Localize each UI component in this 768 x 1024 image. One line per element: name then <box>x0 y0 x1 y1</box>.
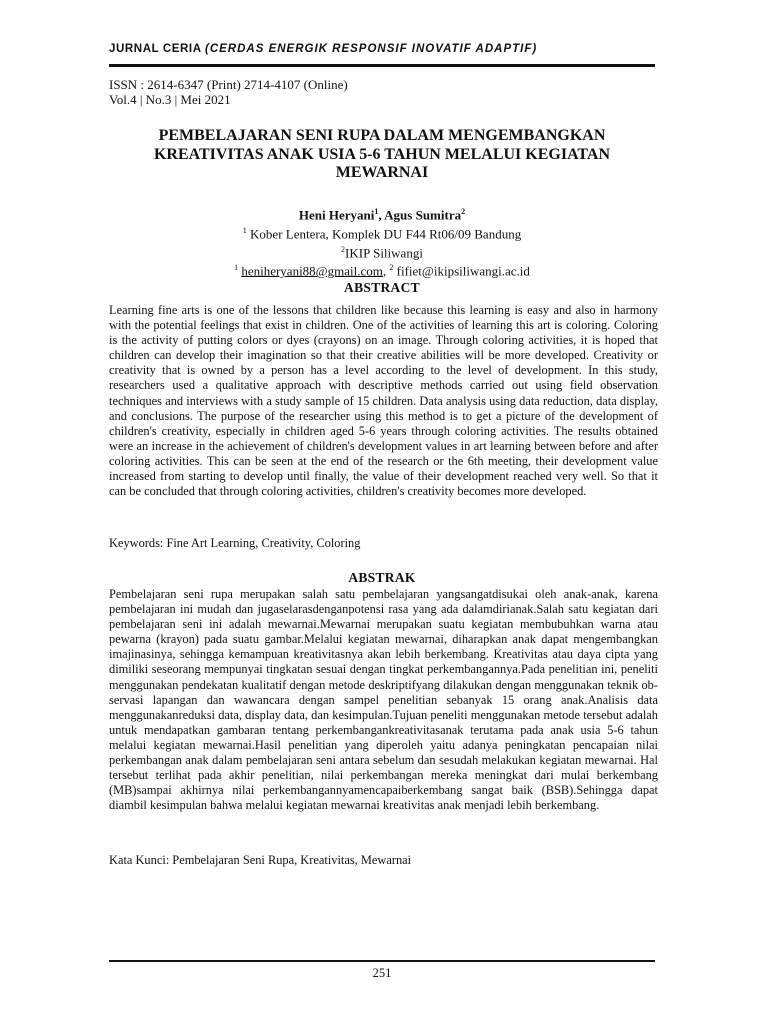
abstrak-heading: ABSTRAK <box>348 570 416 585</box>
author-2-sup: 2 <box>461 207 466 216</box>
email-line <box>109 260 655 278</box>
journal-header <box>109 43 537 55</box>
paper-title: PEMBELAJARAN SENI RUPA DALAM MENGEMBANGKAN KREATIVITAS ANAK USIA 5-6 TAHUN MELALUI KEGIATAN MEWARNAI <box>153 127 611 181</box>
abstract-text: Learning fine arts is one of the lessons that children like because this learning is easy and also in harmony with the potential feelings that exist in children. One of the activities of learning this art is coloring. Coloring is the activity of putting colors or dyes (crayons) on an image. Through coloring activities, it is hoped that children can develop their imagination so that their creative abilities will be more developed. Creativity or creativity that is owned by a person has a level according to the level of development. In this study, researchers used a qualitative approach with descriptive methods carried out using field observation techniques and interviews with a study sample of 15 children. Data analysis using data reduction, data display, and conclusions. The purpose of the researcher using this method is to get a picture of the development of children's creativity, especially in children aged 5-6 years through coloring activities. The results obtained were an increase in the achievement of children's development values in art learning between before and after coloring activities. This can be seen at the end of the research or the 6th meeting, their development value increased from starting to develop until finally, the value of their development reached very well. So that it can be concluded that through coloring activities, children's creativity becomes more developed. <box>109 303 658 499</box>
author-1: Heni Heryani <box>298 207 375 223</box>
email-2-sup: 2 <box>389 262 394 272</box>
abstract-heading: ABSTRACT <box>344 280 420 295</box>
abstrak-keywords: Kata Kunci: Pembelajaran Seni Rupa, Kreativitas, Mewarnai <box>109 853 412 867</box>
page-number: 251 <box>372 966 392 980</box>
author-block <box>109 204 655 278</box>
journal-name: JURNAL CERIA <box>109 43 202 55</box>
header-rule <box>109 64 655 67</box>
email-separator: , <box>382 263 390 279</box>
affiliation-1-sup: 1 <box>242 226 247 236</box>
footer-rule <box>109 960 655 962</box>
abstrak-text: Pembelajaran seni rupa merupakan salah satu pembelajaran yangsangatdisukai oleh anak-anak, karena pembelajaran ini mudah dan jugaselarasdenganpotensi rasa yang ada dalamdirianak.Salah satu kegiatan dari pembelajaran seni ini adalah mewarnai.Mewarnai merupakan suatu kegiatan membubuhkan warna atau pewarna (krayon) pada suatu gambar.Melalui kegiatan mewarnai, diharapkan anak dapat mengembangkan imajinasinya, sehingga kemampuan kreativitasnya akan lebih berkembang. Kreativitas atau daya cipta yang dimiliki seseorang mempunyai tingkatan sesuai dengan tingkat perkembangannya.Pada penelitian ini, peneliti menggunakan pendekatan kualitatif dengan metode deskriptifyang dilakukan dengan menggunakan teknik observasi lapangan dan wawancara dengan sampel penelitian sebanyak 15 orang anak.Analisis data menggunakanreduksi data, display data, dan kesimpulan.Tujuan peneliti menggunakan metode tersebut adalah untuk mendapatkan gambaran tentang perkembangankreativitasanak terutama pada anak usia 5-6 tahun melalui kegiatan mewarnai.Hasil penelitian yang diperoleh yaitu adanya peningkatan pencapaian nilai perkembangan anak dalam pembelajaran seni antara sebelum dan sesudah melakukan kegiatan mewarnai. Hal tersebut terlihat pada akhir penelitian, nilai perkembangan mereka meningkat dari mulai berkembang (MB)sampai akhirnya nilai perkembangannyamencapaiberkembang sangat baik (BSB).Sehingga dapat diambil kesimpulan bahwa melalui kegiatan mewarnai kreativitas anak menjadi lebih berkembang. <box>109 587 658 813</box>
affiliation-2 <box>109 242 655 260</box>
author-names <box>109 204 655 222</box>
email-1-sup: 1 <box>234 262 239 272</box>
journal-expansion: (CERDAS ENERGIK RESPONSIF INOVATIF ADAPTIF) <box>204 43 538 55</box>
email-link-1[interactable]: heniheryani88@gmail.com <box>241 263 383 279</box>
issn-block <box>109 77 348 107</box>
author-2: Agus Sumitra <box>384 207 462 223</box>
abstract-keywords: Keywords: Fine Art Learning, Creativity, Coloring <box>109 536 361 550</box>
affiliation-1-text: Kober Lentera, Komplek DU F44 Rt06/09 Bandung <box>250 226 522 242</box>
affiliation-2-sup: 2 <box>341 244 346 254</box>
author-1-sup: 1 <box>374 207 379 216</box>
affiliation-2-text: IKIP Siliwangi <box>345 244 423 260</box>
volume-line: Vol.4 | No.3 | Mei 2021 <box>109 92 231 107</box>
email-2: fifiet@ikipsiliwangi.ac.id <box>396 263 530 279</box>
affiliation-1 <box>109 223 655 241</box>
author-separator: , <box>378 207 385 223</box>
issn-line: ISSN : 2614-6347 (Print) 2714-4107 (Online) <box>109 77 348 92</box>
